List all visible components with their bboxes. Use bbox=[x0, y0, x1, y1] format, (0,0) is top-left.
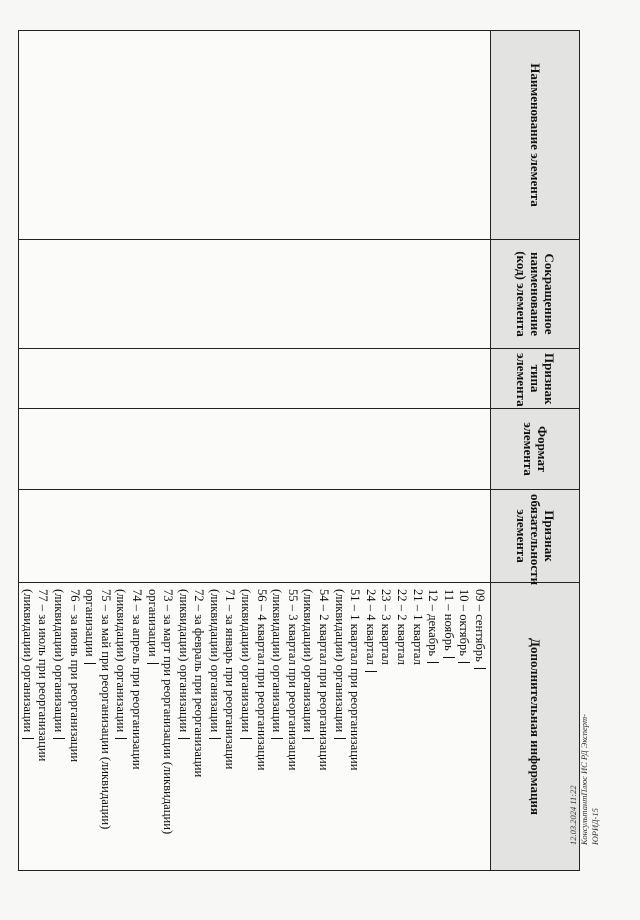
document-table bbox=[18, 30, 580, 871]
field-marker bbox=[53, 738, 65, 739]
info-line-text: (ликвидации) организации bbox=[270, 589, 285, 733]
info-line bbox=[35, 589, 51, 864]
field-marker bbox=[302, 738, 314, 739]
info-line-text: 10 – октябрь bbox=[457, 589, 472, 657]
field-marker bbox=[365, 671, 377, 672]
info-line bbox=[128, 589, 144, 864]
info-line-text: (ликвидации) организации bbox=[176, 589, 191, 733]
cell-element-required bbox=[19, 490, 491, 583]
info-line bbox=[66, 589, 82, 864]
cell-element-format bbox=[19, 409, 491, 490]
info-line-text: 54 – 2 квартал при реорганизации bbox=[317, 589, 332, 771]
field-marker bbox=[443, 657, 455, 658]
field-marker bbox=[271, 738, 283, 739]
info-line bbox=[50, 589, 66, 864]
info-line bbox=[160, 589, 176, 864]
header-element-format: Формат элемента bbox=[491, 409, 580, 490]
info-line bbox=[238, 589, 254, 864]
info-line bbox=[269, 589, 285, 864]
cell-element-name bbox=[19, 31, 491, 240]
info-line bbox=[440, 589, 456, 864]
field-marker bbox=[474, 668, 486, 669]
info-line-text: (ликвидации) организации bbox=[301, 589, 316, 733]
info-line bbox=[362, 589, 378, 864]
info-line bbox=[300, 589, 316, 864]
info-lines-list bbox=[19, 589, 487, 864]
info-line bbox=[378, 589, 394, 864]
field-marker bbox=[84, 663, 96, 664]
info-line-text: 09 – сентябрь bbox=[473, 589, 487, 662]
info-line bbox=[113, 589, 129, 864]
header-additional-info: Дополнительная информация bbox=[491, 583, 580, 871]
footer-timestamp: 12.03.2024 11:22 bbox=[568, 785, 578, 845]
info-line-text: 55 – 3 квартал при реорганизации bbox=[285, 589, 300, 771]
info-line-text: 11 – ноябрь bbox=[441, 589, 456, 651]
info-line-text: 71 – за январь при реорганизации bbox=[223, 589, 238, 770]
info-line bbox=[206, 589, 222, 864]
footer-stamp bbox=[568, 685, 598, 845]
info-line-text: 77 – за июль при реорганизации bbox=[36, 589, 51, 762]
footer-source: КонсультантПлюс ИС РД Эксперт-ЮРИД-15 bbox=[579, 714, 600, 845]
info-line-text: (ликвидации) организации bbox=[207, 589, 222, 733]
header-element-required: Признак обязательности элемента bbox=[491, 490, 580, 583]
field-marker bbox=[178, 738, 190, 739]
info-line bbox=[471, 589, 487, 864]
info-line bbox=[144, 589, 160, 864]
info-line bbox=[97, 589, 113, 864]
info-line-text: 24 – 4 квартал bbox=[363, 589, 378, 665]
info-line-text: 72 – за февраль при реорганизации bbox=[192, 589, 207, 778]
info-line bbox=[253, 589, 269, 864]
info-line-text: (ликвидации) организации bbox=[332, 589, 347, 733]
rotated-table-wrapper bbox=[20, 30, 580, 870]
info-line bbox=[315, 589, 331, 864]
field-marker bbox=[334, 738, 346, 739]
table-row bbox=[19, 31, 491, 871]
info-line bbox=[331, 589, 347, 864]
info-line-text: 23 – 3 квартал bbox=[379, 589, 394, 665]
field-marker bbox=[458, 662, 470, 663]
info-line bbox=[222, 589, 238, 864]
info-line-text: 22 – 2 квартал bbox=[395, 589, 410, 665]
info-line-text: 21 – 1 квартал bbox=[410, 589, 425, 665]
info-line-text: 76 – за июнь при реорганизации bbox=[67, 589, 82, 763]
header-element-type: Признак типа элемента bbox=[491, 349, 580, 409]
info-line-text: 74 – за апрель при реорганизации bbox=[129, 589, 144, 770]
header-element-name: Наименование элемента bbox=[491, 31, 580, 240]
info-line-text: (ликвидации) организации bbox=[51, 589, 66, 733]
info-line-text: организации bbox=[145, 589, 160, 657]
cell-element-type bbox=[19, 349, 491, 409]
info-line bbox=[19, 589, 35, 864]
field-marker bbox=[240, 738, 252, 739]
info-line bbox=[425, 589, 441, 864]
table-header-row bbox=[491, 31, 580, 871]
cell-additional-info bbox=[19, 583, 491, 871]
info-line bbox=[191, 589, 207, 864]
info-line bbox=[409, 589, 425, 864]
info-line-text: (ликвидации) организации bbox=[20, 589, 35, 733]
field-marker bbox=[209, 738, 221, 739]
field-marker bbox=[147, 663, 159, 664]
info-line-text: (ликвидации) организации bbox=[239, 589, 254, 733]
info-line-text: 75 – за май при реорганизации (ликвидации) bbox=[98, 589, 113, 830]
info-line bbox=[284, 589, 300, 864]
cell-element-code bbox=[19, 240, 491, 349]
info-line-text: 73 – за март при реорганизации (ликвидации) bbox=[161, 589, 176, 835]
info-line bbox=[347, 589, 363, 864]
info-line bbox=[82, 589, 98, 864]
info-line-text: 56 – 4 квартал при реорганизации bbox=[254, 589, 269, 771]
info-line-text: организации bbox=[83, 589, 98, 657]
info-line-text: 12 – декабрь bbox=[426, 589, 441, 657]
info-line bbox=[393, 589, 409, 864]
info-line bbox=[456, 589, 472, 864]
info-line-text: 51 – 1 квартал при реорганизации bbox=[348, 589, 363, 771]
field-marker bbox=[427, 662, 439, 663]
info-line bbox=[175, 589, 191, 864]
info-line-text: (ликвидации) организации bbox=[114, 589, 129, 733]
field-marker bbox=[115, 738, 127, 739]
field-marker bbox=[22, 738, 34, 739]
header-element-code: Сокращенное наименование (код) элемента bbox=[491, 240, 580, 349]
